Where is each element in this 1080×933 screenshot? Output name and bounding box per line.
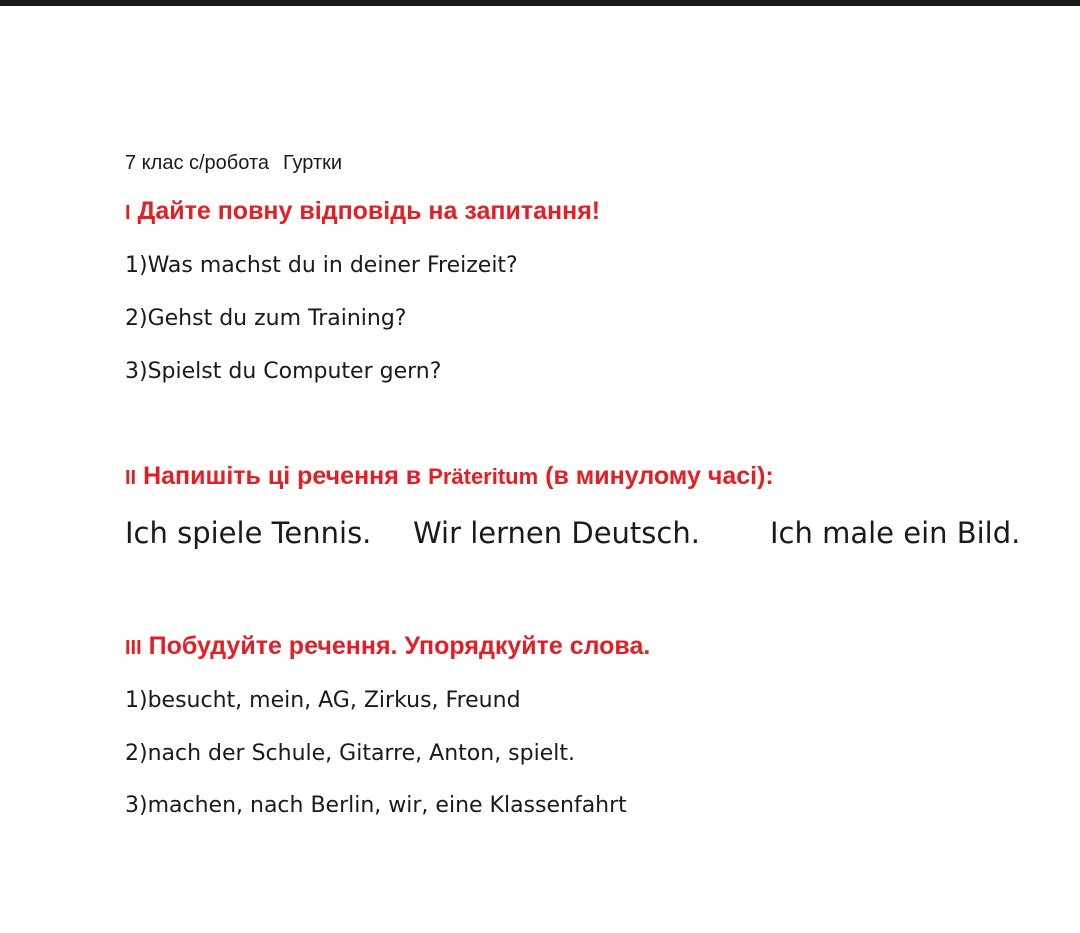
- section-3-heading: [125, 632, 650, 661]
- grade-label: 7 клас с/робота: [125, 152, 270, 174]
- word-order-2: 2)nach der Schule, Gitarre, Anton, spielt.: [125, 741, 575, 766]
- section-1-number: I: [125, 202, 131, 224]
- question-1: 1)Was machst du in deiner Freizeit?: [125, 253, 518, 278]
- section-2-title: Напишіть ці речення в: [143, 462, 422, 490]
- sentence-2: Wir lernen Deutsch.: [413, 516, 700, 550]
- question-3: 3)Spielst du Computer gern?: [125, 359, 442, 384]
- section-2-tense: Präteritum: [428, 464, 539, 489]
- sentence-1: Ich spiele Tennis.: [125, 516, 372, 550]
- word-order-1: 1)besucht, mein, AG, Zirkus, Freund: [125, 688, 521, 713]
- section-2-title-end: (в минулому часі):: [545, 462, 774, 490]
- word-order-3: 3)machen, nach Berlin, wir, eine Klassenfahrt: [125, 793, 627, 818]
- topic-label: Гуртки: [283, 152, 343, 174]
- worksheet-header: [125, 152, 342, 175]
- section-2-number: II: [125, 467, 137, 489]
- section-3-title: Побудуйте речення. Упорядкуйте слова.: [148, 632, 651, 660]
- section-1-title: Дайте повну відповідь на запитання!: [137, 197, 601, 225]
- sentence-3: Ich male ein Bild.: [770, 516, 1021, 550]
- section-1-heading: [125, 197, 600, 226]
- section-3-number: III: [125, 637, 142, 659]
- worksheet-page: [125, 0, 1075, 933]
- question-2: 2)Gehst du zum Training?: [125, 306, 407, 331]
- section-2-heading: [125, 462, 774, 491]
